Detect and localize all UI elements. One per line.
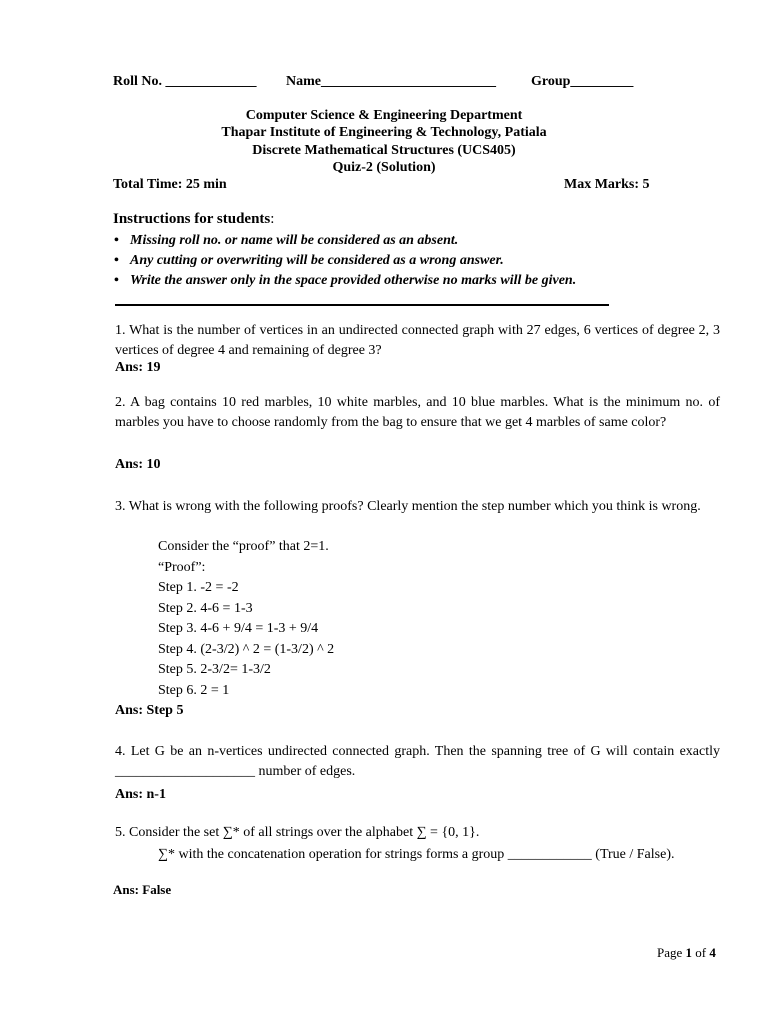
horizontal-divider — [115, 304, 609, 306]
instructions-heading — [113, 211, 274, 228]
answer-3: Ans: Step 5 — [115, 703, 184, 718]
name-field: Name_________________________ — [286, 74, 496, 89]
proof-block — [158, 537, 334, 701]
question-1: 1. What is the number of vertices in an undirected connected graph with 27 edges, 6 vertices of degree 2, 3 vertices of degree 4 and remaining of degree 3? — [115, 323, 720, 358]
course-title: Discrete Mathematical Structures (UCS405) — [252, 143, 516, 158]
instructions-heading-text: Instructions for students — [113, 211, 271, 227]
question-3: 3. What is wrong with the following proofs? Clearly mention the step number which you think is wrong. — [115, 499, 701, 514]
proof-line: Step 5. 2-3/2= 1-3/2 — [158, 662, 271, 677]
proof-line: “Proof”: — [158, 559, 206, 575]
page-prefix: Page — [657, 945, 686, 960]
question-2: 2. A bag contains 10 red marbles, 10 white marbles, and 10 blue marbles. What is the minimum no. of marbles you have to choose randomly from the bag to ensure that we get 4 marbles of same color? — [115, 395, 720, 430]
answer-5: Ans: False — [113, 882, 172, 897]
instruction-item: • Missing roll no. or name will be considered as an absent. — [130, 233, 576, 253]
answer-2: Ans: 10 — [115, 457, 161, 472]
instruction-item: • Any cutting or overwriting will be considered as a wrong answer. — [130, 253, 576, 273]
total-time: Total Time: 25 min — [113, 177, 227, 192]
question-5: 5. Consider the set ∑* of all strings over the alphabet ∑ = {0, 1}. — [115, 825, 480, 840]
proof-line: Step 2. 4-6 = 1-3 — [158, 600, 253, 616]
department-title: Computer Science & Engineering Department — [245, 108, 523, 123]
question-4: 4. Let G be an n-vertices undirected connected graph. Then the spanning tree of G will contain exactly ____________________ number of edges. — [115, 744, 720, 779]
proof-line: Step 3. 4-6 + 9/4 = 1-3 + 9/4 — [158, 621, 319, 636]
answer-1: Ans: 19 — [115, 360, 161, 375]
instructions-colon: : — [270, 211, 275, 227]
quiz-title: Quiz-2 (Solution) — [332, 160, 436, 175]
proof-line: Step 4. (2-3/2) ^ 2 = (1-3/2) ^ 2 — [158, 641, 335, 657]
institute-title: Thapar Institute of Engineering & Technology, Patiala — [221, 125, 547, 140]
page-current: 1 — [685, 945, 693, 960]
proof-line: Step 1. -2 = -2 — [158, 580, 239, 595]
page-of: of — [692, 945, 710, 960]
max-marks: Max Marks: 5 — [564, 177, 650, 192]
question-5-statement: ∑* with the concatenation operation for strings forms a group ____________ (True / False). — [158, 847, 675, 862]
instruction-item: • Write the answer only in the space provided otherwise no marks will be given. — [130, 273, 576, 293]
roll-number-field: Roll No. _____________ — [113, 74, 257, 89]
proof-line: Step 6. 2 = 1 — [158, 682, 230, 698]
answer-4: Ans: n-1 — [115, 787, 166, 802]
page-total: 4 — [709, 945, 716, 960]
group-field: Group_________ — [531, 74, 634, 89]
proof-line: Consider the “proof” that 2=1. — [158, 539, 329, 554]
instructions-list — [130, 233, 576, 293]
page-number — [657, 945, 716, 961]
